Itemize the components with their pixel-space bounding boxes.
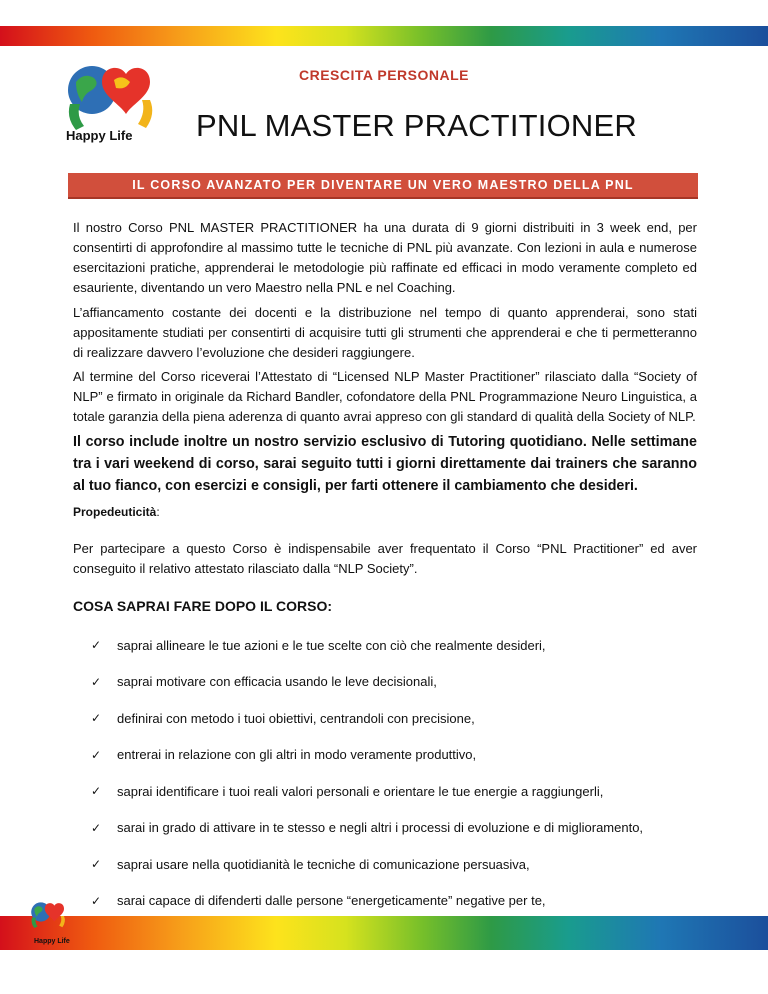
list-item-text: saprai usare nella quotidianità le tecniche di comunicazione persuasiva, [117, 856, 530, 872]
intro-paragraph: Il nostro Corso PNL MASTER PRACTITIONER ha una durata di 9 giorni distribuiti in 3 week end, per consentirti di approfondire al massimo tutte le tecniche di PNL più avanzate. Con lezioni in aula e numerose esercitazioni pratiche, apprenderai le metodologie più raffinate ed efficaci in modo veramente completo ed esauriente, diventando un vero Maestro nella PNL e nel Coaching. [73, 220, 697, 295]
skills-list [91, 627, 711, 919]
footer-logo [24, 900, 72, 940]
certificate-paragraph: Al termine del Corso riceverai l’Attestato di “Licensed NLP Master Practitioner” rilasciato dalla “Society of NLP” e firmato in originale da Richard Bandler, cofondatore della PNL Programmazione Neuro Linguistica, a totale garanzia della piena aderenza di quanto avrai appreso con gli standard di qualità della Society of NLP. [73, 369, 697, 424]
tutoring-paragraph: Il corso include inoltre un nostro servizio esclusivo di Tutoring quotidiano. Nelle settimane tra i vari weekend di corso, sarai seguito tutti i giorni direttamente dai trainers che saranno al tuo fianco, con esercizi e consigli, per farti ottenere il cambiamento che desideri. [73, 434, 697, 494]
check-icon: ✓ [91, 747, 102, 762]
prerequisites-colon: : [156, 505, 160, 519]
prerequisites-label-text: Propedeuticità [73, 505, 157, 519]
bottom-rainbow-bar [0, 916, 768, 950]
check-icon: ✓ [91, 857, 102, 872]
list-item-text: saprai identificare i tuoi reali valori personali e orientare le tue energie a raggiungerli, [117, 783, 604, 799]
prerequisites-paragraph: Per partecipare a questo Corso è indispensabile aver frequentato il Corso “PNL Practitioner” ed aver conseguito il relativo attestato rilasciato dalla “NLP Society”. [73, 541, 697, 576]
prerequisites-label [73, 505, 160, 519]
list-item [91, 737, 711, 774]
check-icon: ✓ [91, 638, 102, 653]
check-icon: ✓ [91, 893, 102, 908]
check-icon: ✓ [91, 820, 102, 835]
list-item [91, 700, 711, 737]
skills-heading: COSA SAPRAI FARE DOPO IL CORSO: [73, 598, 333, 614]
list-item-text: entrerai in relazione con gli altri in modo veramente produttivo, [117, 747, 477, 763]
list-item [91, 664, 711, 701]
list-item [91, 773, 711, 810]
footer-logo-text: Happy Life [34, 938, 70, 945]
list-item-text: sarai capace di difenderti dalle persone “energeticamente” negative per te, [117, 893, 546, 909]
list-item [91, 846, 711, 883]
check-icon: ✓ [91, 711, 102, 726]
check-icon: ✓ [91, 674, 102, 689]
list-item [91, 627, 711, 664]
page-title: PNL MASTER PRACTITIONER [196, 108, 637, 143]
section-label: CRESCITA PERSONALE [298, 67, 469, 83]
support-paragraph: L’affiancamento costante dei docenti e la distribuzione nel tempo di quanto apprenderai, sono stati appositamente studiati per consentirti di acquisire tutti gli strumenti che apprenderai e che ti permetteranno di realizzare davvero l’evoluzione che desideri raggiungere. [73, 305, 697, 360]
list-item-text: sarai in grado di attivare in te stesso e negli altri i processi di evoluzione e di miglioramento, [117, 820, 644, 836]
top-rainbow-bar [0, 26, 768, 46]
list-item [91, 883, 711, 920]
list-item-text: definirai con metodo i tuoi obiettivi, centrandoli con precisione, [117, 710, 475, 726]
list-item [91, 810, 711, 847]
list-item-text: saprai motivare con efficacia usando le leve decisionali, [117, 674, 437, 690]
logo-text: Happy Life [66, 128, 133, 143]
list-item-text: saprai allineare le tue azioni e le tue scelte con ciò che realmente desideri, [117, 637, 546, 653]
check-icon: ✓ [91, 784, 102, 799]
subtitle-banner: IL CORSO AVANZATO PER DIVENTARE UN VERO MAESTRO DELLA PNL [68, 173, 698, 199]
